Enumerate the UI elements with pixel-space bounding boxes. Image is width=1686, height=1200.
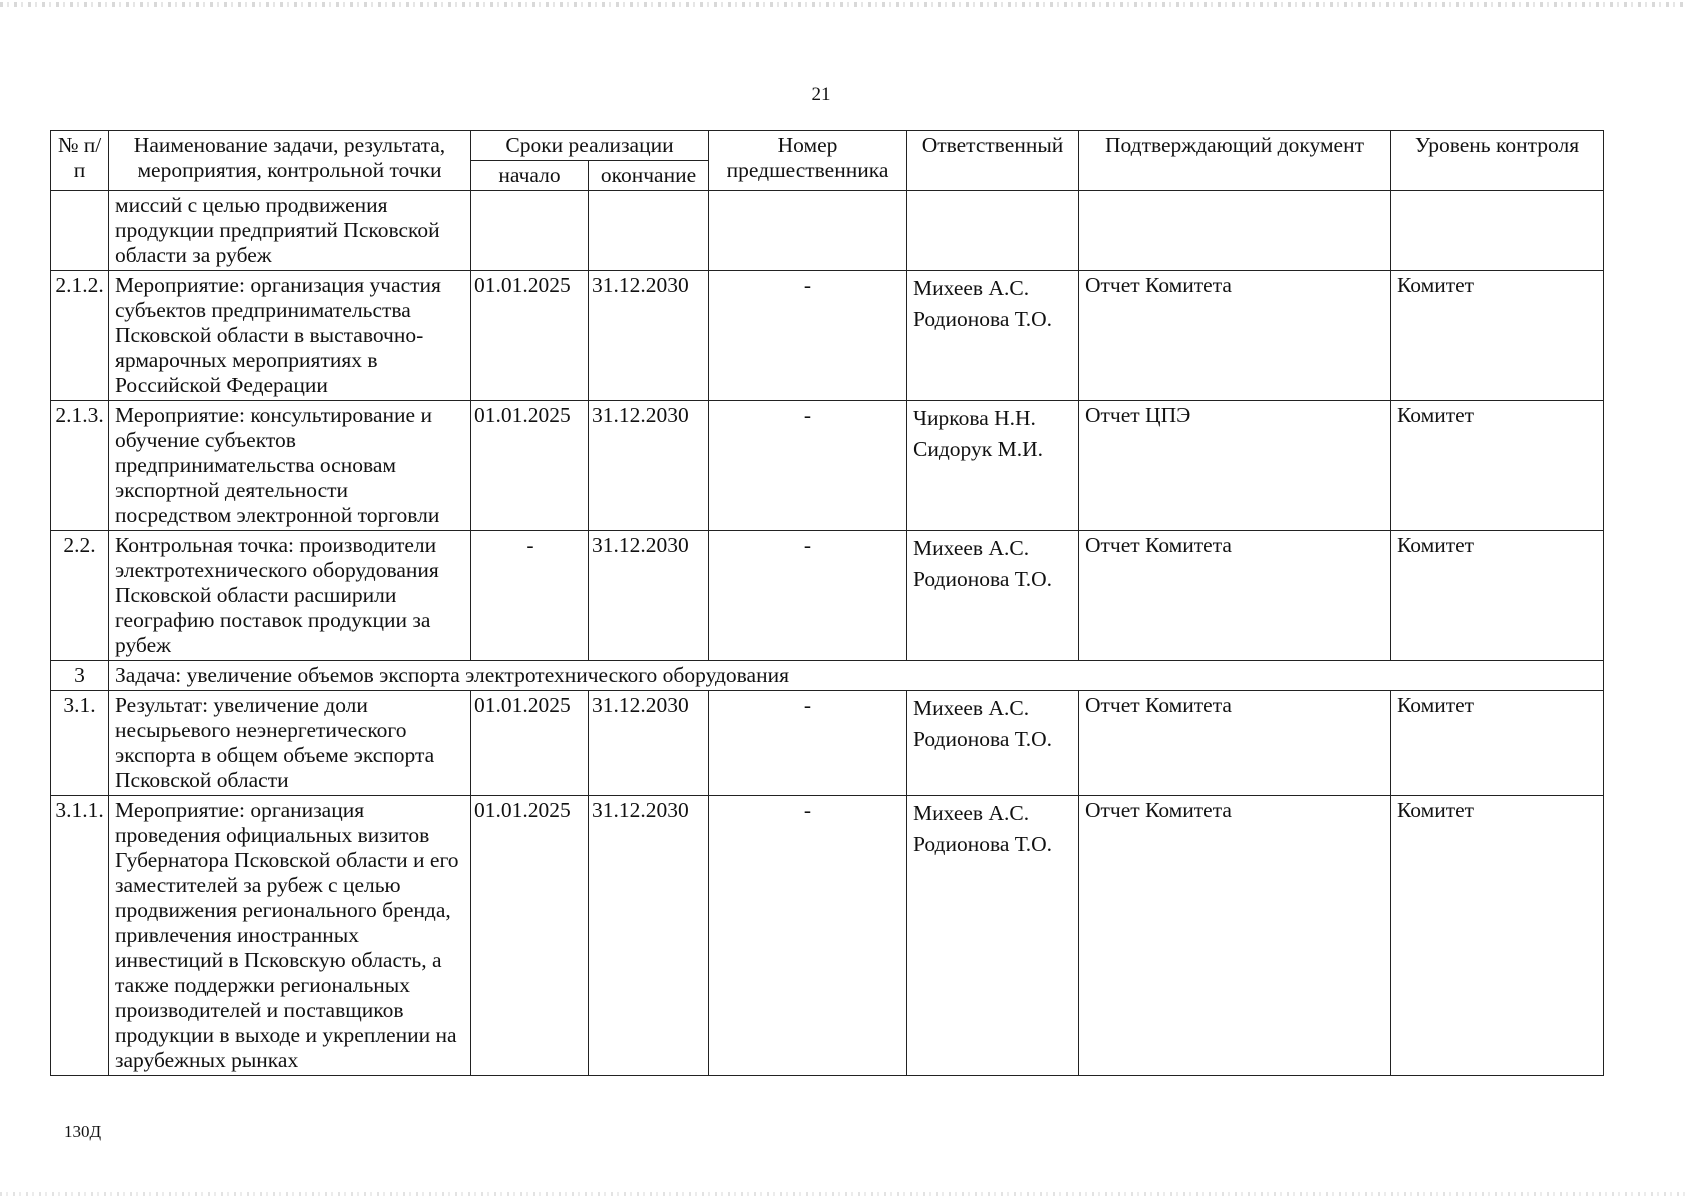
- responsible-person: Родионова Т.О.: [913, 567, 1053, 591]
- row-end: 31.12.2030: [589, 271, 709, 401]
- row-start: [471, 191, 589, 271]
- row-name: Мероприятие: организация проведения официальных визитов Губернатора Псковской области и его заместителей за рубеж с целью продвижения регионального бренда, привлечения иностранных инвестиций в Псковскую область, а также поддержки региональных производителей и поставщиков продукции в выходе и укреплении на зарубежных рынках: [109, 796, 471, 1076]
- responsible-person: Михеев А.С.: [913, 536, 1030, 560]
- row-responsible: [907, 271, 1079, 401]
- header-num: № п/п: [51, 131, 109, 191]
- scan-edge-top: [0, 2, 1686, 7]
- responsible-person: Сидорук М.И.: [913, 437, 1043, 461]
- row-control: [1391, 191, 1604, 271]
- row-num: 2.2.: [51, 531, 109, 661]
- row-control: Комитет: [1391, 401, 1604, 531]
- row-responsible: [907, 691, 1079, 796]
- row-responsible: [907, 796, 1079, 1076]
- header-end: окончание: [589, 161, 709, 191]
- row-document: Отчет Комитета: [1079, 271, 1391, 401]
- row-document: Отчет ЦПЭ: [1079, 401, 1391, 531]
- table-row: [51, 531, 1604, 661]
- row-num: 3: [51, 661, 109, 691]
- responsible-person: Чиркова Н.Н.: [913, 406, 1036, 430]
- row-name: Результат: увеличение доли несырьевого неэнергетического экспорта в общем объеме экспорта Псковской области: [109, 691, 471, 796]
- row-name: Мероприятие: консультирование и обучение субъектов предпринимательства основам экспортной деятельности посредством электронной торговли: [109, 401, 471, 531]
- row-control: Комитет: [1391, 271, 1604, 401]
- row-end: [589, 191, 709, 271]
- table-task-row: [51, 661, 1604, 691]
- row-document: Отчет Комитета: [1079, 531, 1391, 661]
- row-num: 3.1.: [51, 691, 109, 796]
- header-responsible: Ответственный: [907, 131, 1079, 191]
- row-document: Отчет Комитета: [1079, 691, 1391, 796]
- page-number: 21: [811, 84, 831, 105]
- row-responsible: [907, 191, 1079, 271]
- row-start: 01.01.2025: [471, 401, 589, 531]
- task-title: Задача: увеличение объемов экспорта электротехнического оборудования: [109, 661, 1604, 691]
- row-num: [51, 191, 109, 271]
- table-row: [51, 191, 1604, 271]
- row-document: Отчет Комитета: [1079, 796, 1391, 1076]
- table-row: [51, 271, 1604, 401]
- row-end: 31.12.2030: [589, 796, 709, 1076]
- row-num: 2.1.2.: [51, 271, 109, 401]
- row-predecessor: -: [709, 796, 907, 1076]
- responsible-person: Михеев А.С.: [913, 276, 1030, 300]
- row-end: 31.12.2030: [589, 531, 709, 661]
- header-start: начало: [471, 161, 589, 191]
- row-responsible: [907, 401, 1079, 531]
- footer-code: 130Д: [64, 1122, 102, 1141]
- table-row: [51, 796, 1604, 1076]
- row-num: 3.1.1.: [51, 796, 109, 1076]
- row-name: миссий с целью продвижения продукции предприятий Псковской области за рубеж: [109, 191, 471, 271]
- scan-edge-bottom: [0, 1192, 1686, 1196]
- row-end: 31.12.2030: [589, 691, 709, 796]
- row-control: Комитет: [1391, 531, 1604, 661]
- responsible-person: Михеев А.С.: [913, 801, 1030, 825]
- responsible-person: Михеев А.С.: [913, 696, 1030, 720]
- row-document: [1079, 191, 1391, 271]
- row-start: 01.01.2025: [471, 691, 589, 796]
- responsible-person: Родионова Т.О.: [913, 832, 1053, 856]
- row-predecessor: -: [709, 531, 907, 661]
- responsible-person: Родионова Т.О.: [913, 307, 1053, 331]
- row-name: Мероприятие: организация участия субъектов предпринимательства Псковской области в выставочно-ярмарочных мероприятиях в Российской Федерации: [109, 271, 471, 401]
- row-name: Контрольная точка: производители электротехнического оборудования Псковской области расширили географию поставок продукции за рубеж: [109, 531, 471, 661]
- header-name: Наименование задачи, результата, мероприятия, контрольной точки: [109, 131, 471, 191]
- row-predecessor: -: [709, 401, 907, 531]
- responsible-person: Родионова Т.О.: [913, 727, 1053, 751]
- table-row: [51, 691, 1604, 796]
- header-predecessor: Номер предшественника: [709, 131, 907, 191]
- header-control: Уровень контроля: [1391, 131, 1604, 191]
- header-document: Подтверждающий документ: [1079, 131, 1391, 191]
- row-control: Комитет: [1391, 796, 1604, 1076]
- row-num: 2.1.3.: [51, 401, 109, 531]
- row-start: 01.01.2025: [471, 271, 589, 401]
- row-responsible: [907, 531, 1079, 661]
- header-period: Сроки реализации: [471, 131, 709, 161]
- row-start: -: [471, 531, 589, 661]
- row-predecessor: -: [709, 691, 907, 796]
- implementation-plan-table: [50, 130, 1604, 1076]
- table-header-row: [51, 131, 1604, 161]
- row-control: Комитет: [1391, 691, 1604, 796]
- row-predecessor: -: [709, 271, 907, 401]
- row-start: 01.01.2025: [471, 796, 589, 1076]
- row-predecessor: [709, 191, 907, 271]
- table-row: [51, 401, 1604, 531]
- row-end: 31.12.2030: [589, 401, 709, 531]
